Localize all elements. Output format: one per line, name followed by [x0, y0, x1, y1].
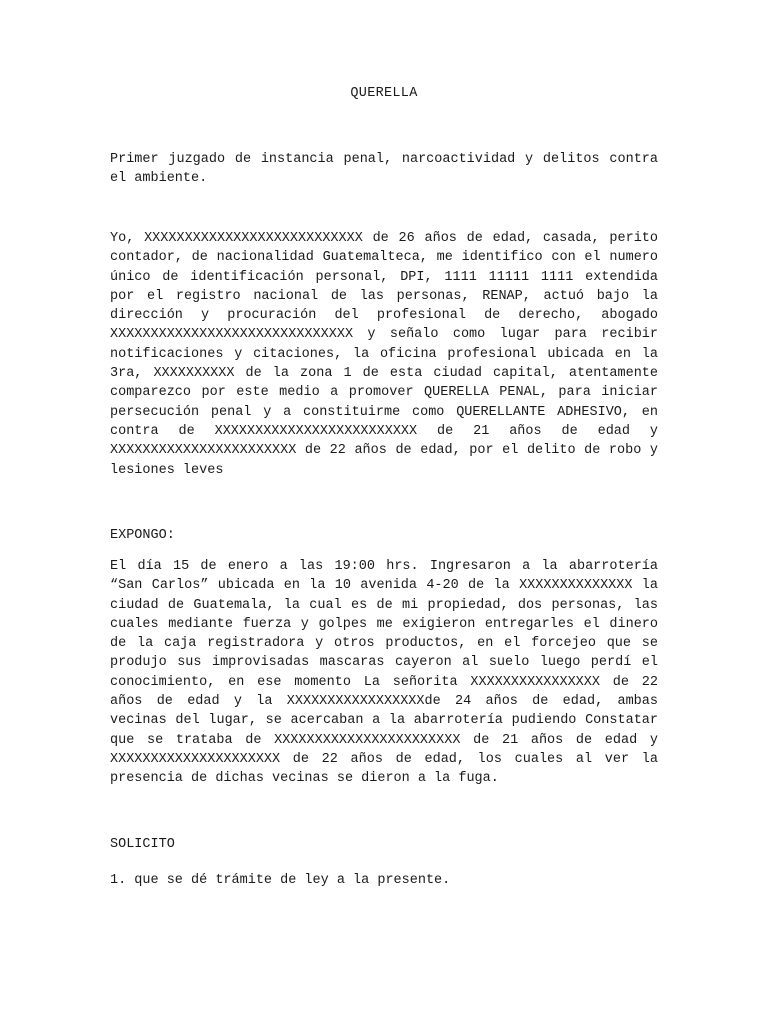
document-title: QUERELLA	[350, 86, 418, 101]
expongo-paragraph: El día 15 de enero a las 19:00 hrs. Ingresaron a la abarrotería “San Carlos” ubicada en la 10 avenida 4-20 de la XXXXXXXXXXXXXX la ciudad de Guatemala, la cual es de mi propiedad, dos personas, las cuales mediante fuerza y golpes me exigieron entregarles el dinero de la caja registradora y otros productos, en el forcejeo que se produjo sus improvisadas mascaras cayeron al suelo luego perdí el conocimiento, en ese momento La señorita XXXXXXXXXXXXXXXX de 22 años de edad y la XXXXXXXXXXXXXXXXXde 24 años de edad, ambas vecinas del lugar, se acercaban a la abarrotería pudiendo Constatar que se trataba de XXXXXXXXXXXXXXXXXXXXXXX de 21 años de edad y XXXXXXXXXXXXXXXXXXXXX de 22 años de edad, los cuales al ver la presencia de dichas vecinas se dieron a la fuga.	[110, 559, 658, 787]
solicito-heading: SOLICITO	[110, 837, 175, 852]
expongo-heading: EXPONGO:	[110, 528, 175, 543]
court-paragraph: Primer juzgado de instancia penal, narcoactividad y delitos contra el ambiente.	[110, 152, 658, 187]
request-item: 1. que se dé trámite de ley a la presente.	[110, 873, 451, 888]
statement-paragraph: Yo, XXXXXXXXXXXXXXXXXXXXXXXXXXX de 26 años de edad, casada, perito contador, de nacionalidad Guatemalteca, me identifico con el numero único de identificación personal, DPI, 1111 11111 1111 extendida por el registro nacional de las personas, RENAP, actuó bajo la dirección y procuración del profesional de derecho, abogado XXXXXXXXXXXXXXXXXXXXXXXXXXXXXX y señalo como lugar para recibir notificaciones y citaciones, la oficina profesional ubicada en la 3ra, XXXXXXXXXX de la zona 1 de esta ciudad capital, atentamente comparezco por este medio a promover QUERELLA PENAL, para iniciar persecución penal y a constituirme como QUERELLANTE ADHESIVO, en contra de XXXXXXXXXXXXXXXXXXXXXXXXX de 21 años de edad y XXXXXXXXXXXXXXXXXXXXXXX de 22 años de edad, por el delito de robo y lesiones leves	[110, 231, 658, 478]
